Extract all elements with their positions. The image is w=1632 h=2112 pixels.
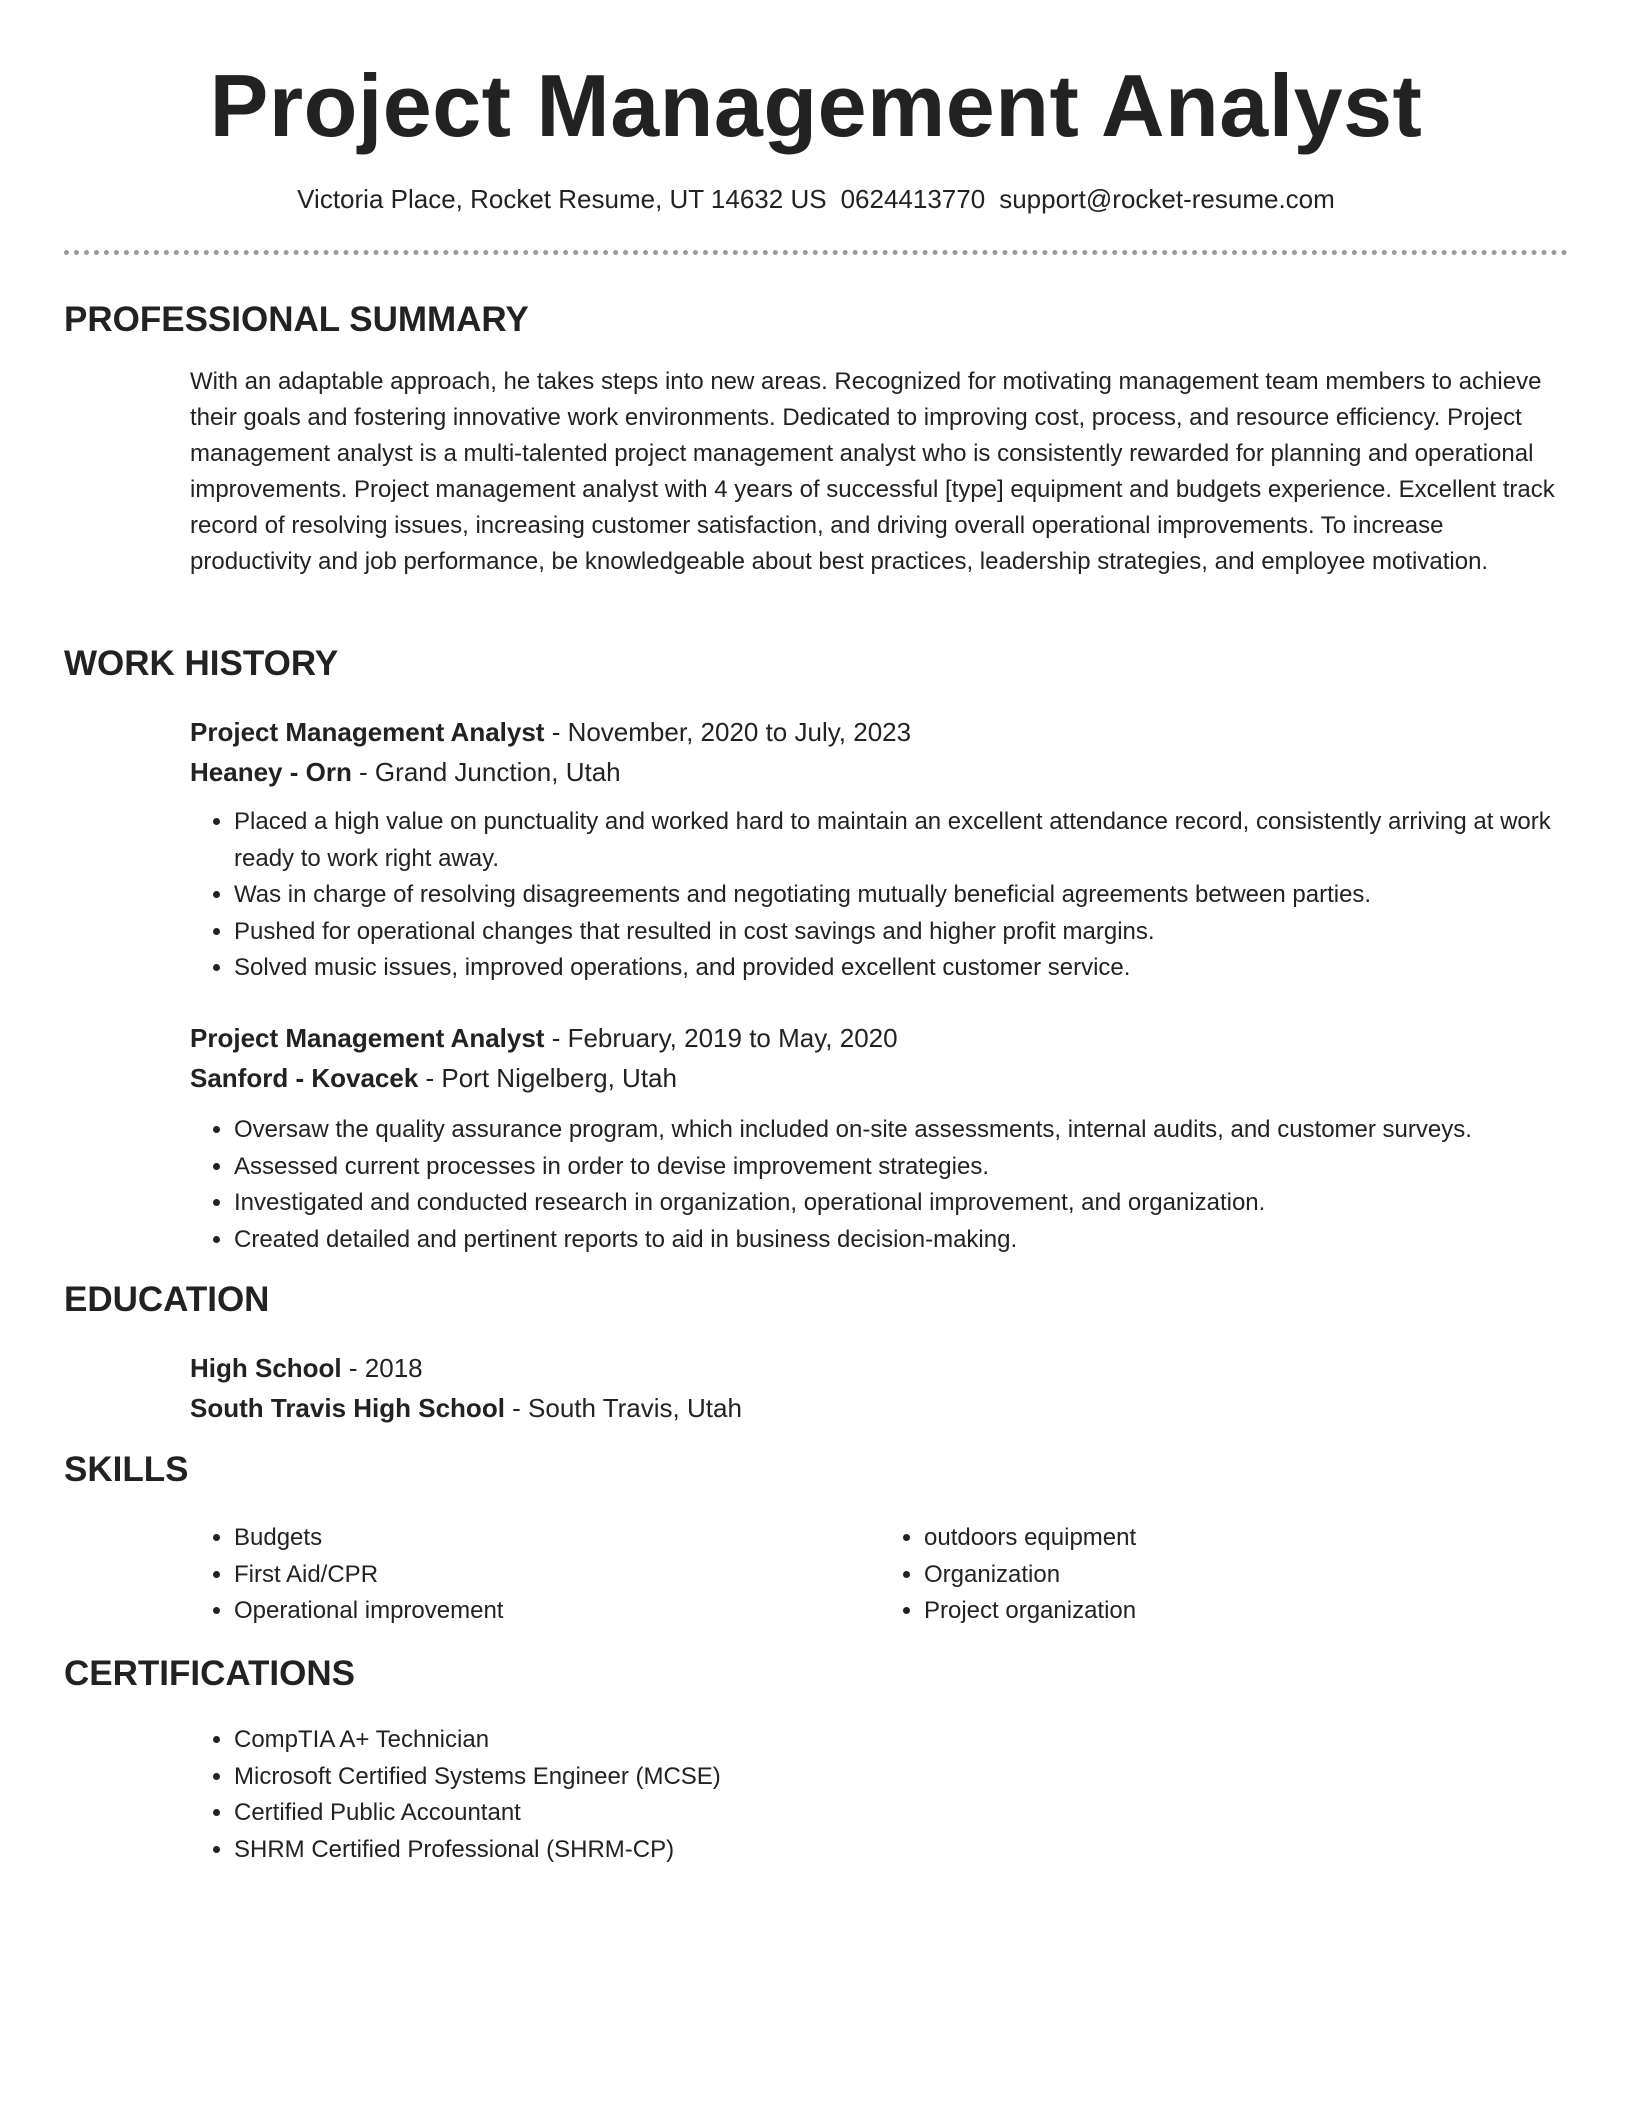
education-year: - 2018 xyxy=(341,1353,423,1383)
job-1-company: Heaney - Orn xyxy=(190,757,352,787)
list-item: • Investigated and conducted research in organization, operational improvement, and organization. xyxy=(234,1185,1570,1222)
summary-block xyxy=(190,364,1570,580)
list-item: • Organization xyxy=(924,1557,1570,1594)
job-1-company-line xyxy=(190,752,1570,792)
summary-text: With an adaptable approach, he takes steps into new areas. Recognized for motivating management team members to achieve their goals and fostering innovative work environments. Dedicated to improving cost, process, and resource efficiency. Project management analyst is a multi-talented project management analyst who is consistently rewarded for planning and operational improvements. Project management analyst with 4 years of successful [type] equipment and budgets experience. Excellent track record of resolving issues, increasing customer satisfaction, and driving overall operational improvements. To increase productivity and job performance, be knowledgeable about best practices, leadership strategies, and employee motivation. xyxy=(190,368,1555,575)
list-item: • outdoors equipment xyxy=(924,1520,1570,1557)
list-item: • Project organization xyxy=(924,1593,1570,1630)
list-item: • Pushed for operational changes that resulted in cost savings and higher profit margins. xyxy=(234,914,1570,951)
list-item: • Solved music issues, improved operations, and provided excellent customer service. xyxy=(234,950,1570,987)
list-item: • Assessed current processes in order to devise improvement strategies. xyxy=(234,1149,1570,1186)
skills-right-list xyxy=(880,1520,1570,1630)
skills-block xyxy=(190,1520,1570,1630)
education-block xyxy=(190,1348,1570,1428)
list-item: • Budgets xyxy=(234,1520,880,1557)
list-item: • First Aid/CPR xyxy=(234,1557,880,1594)
job-2 xyxy=(190,1018,1570,1258)
contact-line xyxy=(0,182,1632,216)
education-school-line xyxy=(190,1388,1570,1428)
list-item: • SHRM Certified Professional (SHRM-CP) xyxy=(234,1832,1570,1869)
education-degree-line xyxy=(190,1348,1570,1388)
summary-title: PROFESSIONAL SUMMARY xyxy=(64,300,529,339)
list-item: • Microsoft Certified Systems Engineer (MCSE) xyxy=(234,1759,1570,1796)
job-2-role: Project Management Analyst xyxy=(190,1023,545,1053)
education-school: South Travis High School xyxy=(190,1393,505,1423)
list-item: • Operational improvement xyxy=(234,1593,880,1630)
job-2-location: - Port Nigelberg, Utah xyxy=(418,1063,677,1093)
job-1-role: Project Management Analyst xyxy=(190,717,545,747)
skills-columns xyxy=(190,1520,1570,1630)
list-item: • Placed a high value on punctuality and worked hard to maintain an excellent attendance record, consistently arriving at work ready to work right away. xyxy=(234,804,1570,877)
contact-address: Victoria Place, Rocket Resume, UT 14632 US xyxy=(297,184,827,214)
list-item: • Certified Public Accountant xyxy=(234,1795,1570,1832)
header-divider xyxy=(64,250,1568,255)
job-2-company-line xyxy=(190,1058,1570,1098)
job-2-company: Sanford - Kovacek xyxy=(190,1063,419,1093)
skills-left-list xyxy=(190,1520,880,1630)
job-1 xyxy=(190,712,1570,987)
education-title: EDUCATION xyxy=(64,1280,270,1319)
list-item: • Oversaw the quality assurance program, which included on-site assessments, internal audits, and customer surveys. xyxy=(234,1112,1570,1149)
list-item: • CompTIA A+ Technician xyxy=(234,1722,1570,1759)
resume-name: Project Management Analyst xyxy=(209,56,1423,155)
skills-title: SKILLS xyxy=(64,1450,189,1489)
list-item: • Was in charge of resolving disagreements and negotiating mutually beneficial agreements between parties. xyxy=(234,877,1570,914)
list-item: • Created detailed and pertinent reports to aid in business decision-making. xyxy=(234,1222,1570,1259)
job-1-location: - Grand Junction, Utah xyxy=(351,757,621,787)
education-degree: High School xyxy=(190,1353,342,1383)
job-2-role-line xyxy=(190,1018,1570,1058)
job-2-bullets xyxy=(190,1112,1570,1258)
work-title: WORK HISTORY xyxy=(64,644,339,683)
job-1-dates: - November, 2020 to July, 2023 xyxy=(544,717,912,747)
certifications-block xyxy=(190,1722,1570,1868)
job-2-dates: - February, 2019 to May, 2020 xyxy=(544,1023,898,1053)
contact-phone: 0624413770 xyxy=(840,184,986,214)
certifications-title: CERTIFICATIONS xyxy=(64,1654,356,1693)
contact-email: support@rocket-resume.com xyxy=(999,184,1335,214)
education-location: - South Travis, Utah xyxy=(504,1393,742,1423)
certifications-list xyxy=(190,1722,1570,1868)
job-1-bullets xyxy=(190,804,1570,987)
job-1-role-line xyxy=(190,712,1570,752)
